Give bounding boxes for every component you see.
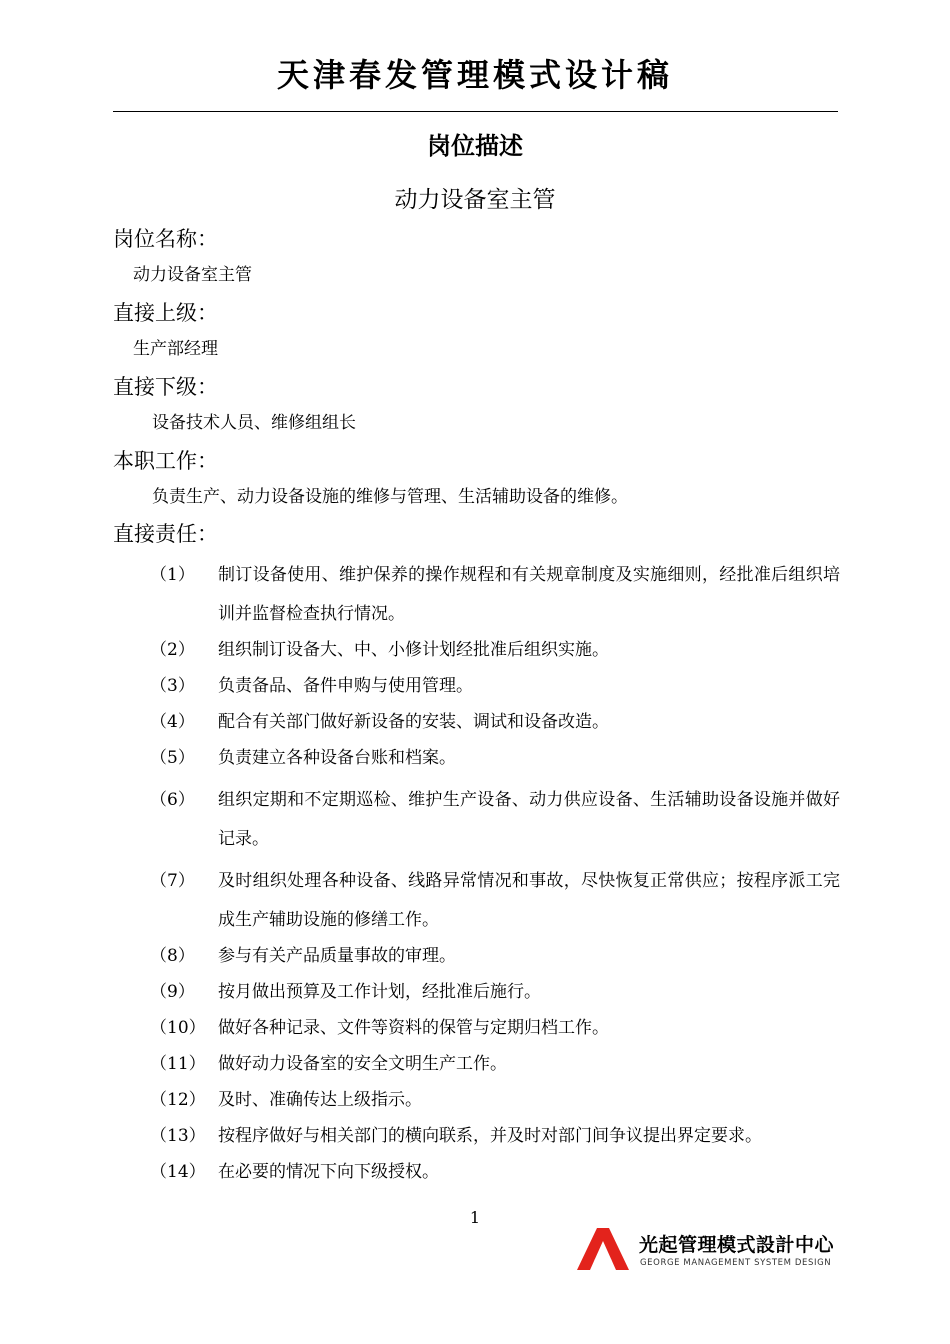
responsibility-item <box>150 1159 840 1185</box>
section-heading: 岗位描述 <box>427 132 523 160</box>
field-label-position-name: 岗位名称： <box>113 227 218 251</box>
responsibility-item <box>150 862 840 940</box>
responsibility-text: 组织定期和不定期巡检、维护生产设备、动力供应设备、生活辅助设备设施并做好记录。 <box>218 790 840 849</box>
responsibility-number: （13） <box>150 1126 206 1146</box>
responsibility-item <box>150 637 840 663</box>
responsibility-item <box>150 943 840 969</box>
responsibility-text: 及时组织处理各种设备、线路异常情况和事故，尽快恢复正常供应；按程序派工完成生产辅助设施的修缮工作。 <box>218 871 840 930</box>
document-title: 天津春发管理模式设计稿 <box>276 56 673 94</box>
responsibility-number: （9） <box>150 982 195 1002</box>
responsibility-item <box>150 1015 840 1041</box>
field-label-direct-responsibilities: 直接责任： <box>113 522 218 546</box>
responsibility-number: （8） <box>150 946 195 966</box>
responsibility-text: 负责备品、备件申购与使用管理。 <box>218 676 473 696</box>
responsibility-item <box>150 673 840 699</box>
responsibility-text: 参与有关产品质量事故的审理。 <box>218 946 456 966</box>
field-value-direct-superior: 生产部经理 <box>133 339 218 359</box>
responsibility-item <box>150 709 840 735</box>
responsibility-list <box>150 556 840 1195</box>
field-label-direct-superior: 直接上级： <box>113 301 218 325</box>
responsibility-text: 做好动力设备室的安全文明生产工作。 <box>218 1054 507 1074</box>
responsibility-number: （4） <box>150 712 195 732</box>
responsibility-item <box>150 745 840 771</box>
responsibility-number: （3） <box>150 676 195 696</box>
title-divider <box>113 111 838 112</box>
page-number: 1 <box>469 1208 481 1227</box>
responsibility-text: 在必要的情况下向下级授权。 <box>218 1162 439 1182</box>
responsibility-item <box>150 556 840 634</box>
responsibility-item <box>150 1123 840 1149</box>
field-label-core-work: 本职工作： <box>113 449 218 473</box>
company-logo <box>575 1227 840 1271</box>
logo-chinese-name: 光起管理模式設計中心 <box>639 1234 835 1256</box>
responsibility-number: （1） <box>150 565 195 585</box>
responsibility-item <box>150 781 840 859</box>
responsibility-number: （2） <box>150 640 195 660</box>
responsibility-number: （5） <box>150 748 195 768</box>
responsibility-item <box>150 979 840 1005</box>
responsibility-number: （14） <box>150 1162 206 1182</box>
responsibility-number: （11） <box>150 1054 206 1074</box>
responsibility-item <box>150 1051 840 1077</box>
responsibility-text: 负责建立各种设备台账和档案。 <box>218 748 456 768</box>
logo-english-name: GEORGE MANAGEMENT SYSTEM DESIGN <box>640 1258 832 1268</box>
logo-a-mark-icon <box>575 1227 631 1271</box>
field-value-core-work: 负责生产、动力设备设施的维修与管理、生活辅助设备的维修。 <box>152 487 628 507</box>
responsibility-number: （7） <box>150 871 195 891</box>
field-label-direct-subordinates: 直接下级： <box>113 375 218 399</box>
responsibility-text: 制订设备使用、维护保养的操作规程和有关规章制度及实施细则，经批准后组织培训并监督检查执行情况。 <box>218 565 840 624</box>
responsibility-number: （6） <box>150 790 195 810</box>
responsibility-text: 按月做出预算及工作计划，经批准后施行。 <box>218 982 541 1002</box>
responsibility-number: （10） <box>150 1018 206 1038</box>
field-value-position-name: 动力设备室主管 <box>133 265 252 285</box>
responsibility-text: 配合有关部门做好新设备的安装、调试和设备改造。 <box>218 712 609 732</box>
responsibility-text: 组织制订设备大、中、小修计划经批准后组织实施。 <box>218 640 609 660</box>
field-value-direct-subordinates: 设备技术人员、维修组组长 <box>152 413 356 433</box>
responsibility-text: 按程序做好与相关部门的横向联系，并及时对部门间争议提出界定要求。 <box>218 1126 762 1146</box>
job-title-heading: 动力设备室主管 <box>394 187 556 213</box>
responsibility-text: 做好各种记录、文件等资料的保管与定期归档工作。 <box>218 1018 609 1038</box>
responsibility-number: （12） <box>150 1090 206 1110</box>
responsibility-text: 及时、准确传达上级指示。 <box>218 1090 422 1110</box>
responsibility-item <box>150 1087 840 1113</box>
